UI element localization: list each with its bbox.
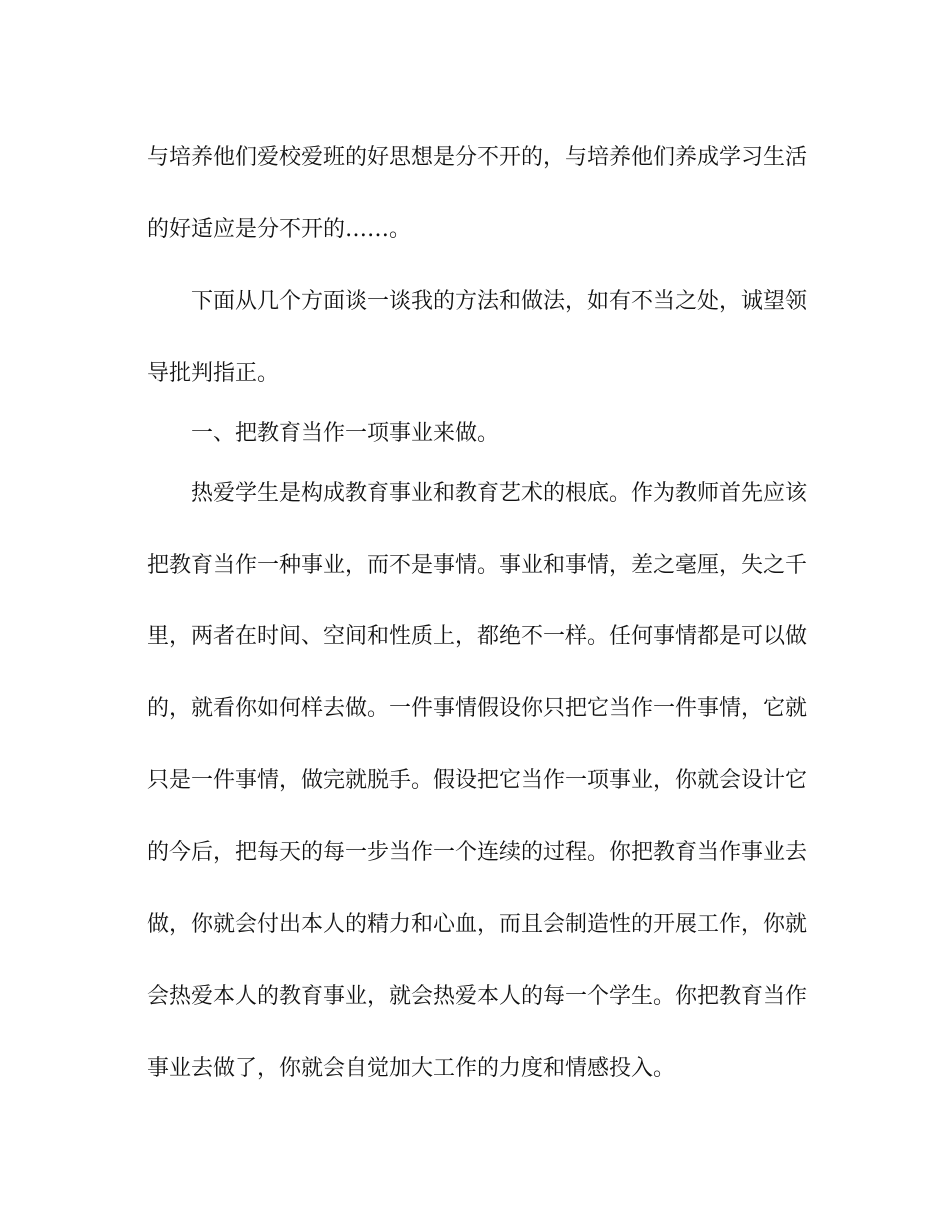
paragraph-line: 的好适应是分不开的……。 (147, 217, 412, 242)
paragraph-line: 把教育当作一种事业，而不是事情。事业和事情，差之毫厘，失之千 (147, 553, 807, 578)
paragraph-line: 的，就看你如何样去做。一件事情假设你只把它当作一件事情，它就 (147, 696, 807, 721)
paragraph-line: 会热爱本人的教育事业，就会热爱本人的每一个学生。你把教育当作 (147, 984, 807, 1009)
paragraph-line: 只是一件事情，做完就脱手。假设把它当作一项事业，你就会设计它 (147, 768, 807, 793)
paragraph-line: 导批判指正。 (147, 361, 280, 386)
section-heading: 一、把教育当作一项事业来做。 (191, 421, 500, 446)
paragraph-line: 做，你就会付出本人的精力和心血，而且会制造性的开展工作，你就 (147, 912, 807, 937)
paragraph-line: 的今后，把每天的每一步当作一个连续的过程。你把教育当作事业去 (147, 840, 807, 865)
paragraph-line: 事业去做了，你就会自觉加大工作的力度和情感投入。 (147, 1056, 676, 1081)
paragraph-line: 热爱学生是构成教育事业和教育艺术的根底。作为教师首先应该 (191, 481, 807, 506)
paragraph-line: 下面从几个方面谈一谈我的方法和做法，如有不当之处，诚望领 (191, 289, 807, 314)
paragraph-line: 里，两者在时间、空间和性质上，都绝不一样。任何事情都是可以做 (147, 624, 807, 649)
paragraph-line: 与培养他们爱校爱班的好思想是分不开的，与培养他们养成学习生活 (147, 145, 807, 170)
